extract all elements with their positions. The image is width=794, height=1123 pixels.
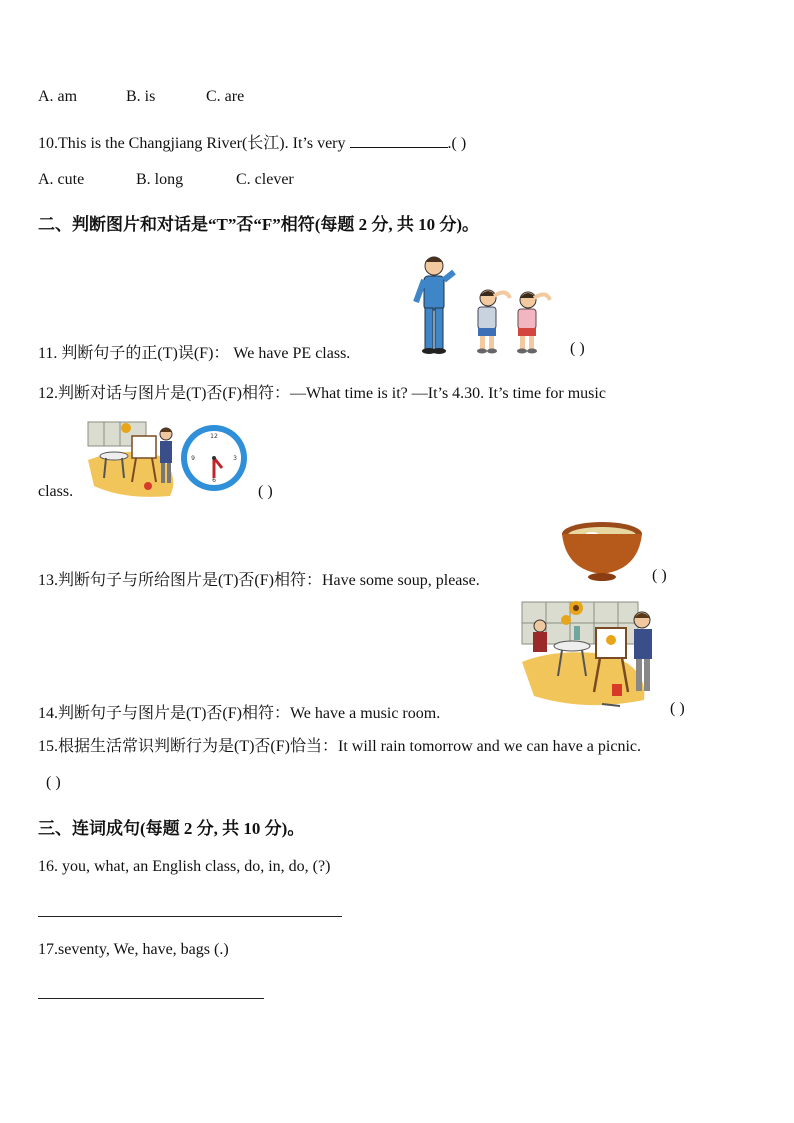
q14-answer-paren[interactable]: ( ) xyxy=(670,700,685,717)
q10-option-c: C. clever xyxy=(236,171,294,188)
q16-text: 16. you, what, an English class, do, in, do, (?) xyxy=(38,858,331,875)
pe-class-picture xyxy=(410,252,560,356)
q15-answer-paren[interactable]: ( ) xyxy=(46,774,61,791)
q10-option-a: A. cute xyxy=(38,171,85,188)
q12-text-continued: class. xyxy=(38,483,74,500)
q10-paren: .( ) xyxy=(447,135,467,152)
q16-answer-line[interactable] xyxy=(38,916,342,917)
q9-option-b: B. is xyxy=(126,88,156,105)
q9-option-a: A. am xyxy=(38,88,78,105)
q10-options xyxy=(38,171,294,189)
section2-heading: 二、判断图片和对话是“T”否“F”相符(每题 2 分, 共 10 分)。 xyxy=(38,215,480,234)
q10-option-b: B. long xyxy=(136,171,184,188)
q17-answer-line[interactable] xyxy=(38,998,264,999)
q10-blank[interactable] xyxy=(350,133,448,148)
section3-heading: 三、连词成句(每题 2 分, 共 10 分)。 xyxy=(38,819,305,838)
svg-text:9: 9 xyxy=(191,455,195,462)
q9-option-c: C. are xyxy=(206,88,245,105)
music-room-clock-picture xyxy=(84,416,250,500)
music-room-picture xyxy=(516,596,662,714)
q15-text: 15.根据生活常识判断行为是(T)否(F)恰当：It will rain tomorrow and we can have a picnic. xyxy=(38,738,641,755)
soup-bowl-picture xyxy=(560,520,644,582)
q17-text: 17.seventy, We, have, bags (.) xyxy=(38,941,229,958)
q10-stem xyxy=(38,130,466,153)
q11-answer-paren[interactable]: ( ) xyxy=(570,340,585,357)
q13-answer-paren[interactable]: ( ) xyxy=(652,567,667,584)
q13-text: 13.判断句子与所给图片是(T)否(F)相符：Have some soup, please. xyxy=(38,572,480,589)
q9-options xyxy=(38,88,244,106)
svg-text:6: 6 xyxy=(212,477,216,484)
svg-text:3: 3 xyxy=(233,455,237,462)
svg-text:12: 12 xyxy=(210,433,218,440)
q12-answer-paren[interactable]: ( ) xyxy=(258,483,273,500)
q10-stem-text: 10.This is the Changjiang River(长江). It’s very xyxy=(38,135,346,152)
q12-text: 12.判断对话与图片是(T)否(F)相符：—What time is it? —It’s 4.30. It’s time for music xyxy=(38,385,606,402)
q11-text: 11. 判断句子的正(T)误(F)： We have PE class. xyxy=(38,345,351,362)
q14-text: 14.判断句子与图片是(T)否(F)相符：We have a music room. xyxy=(38,705,441,722)
